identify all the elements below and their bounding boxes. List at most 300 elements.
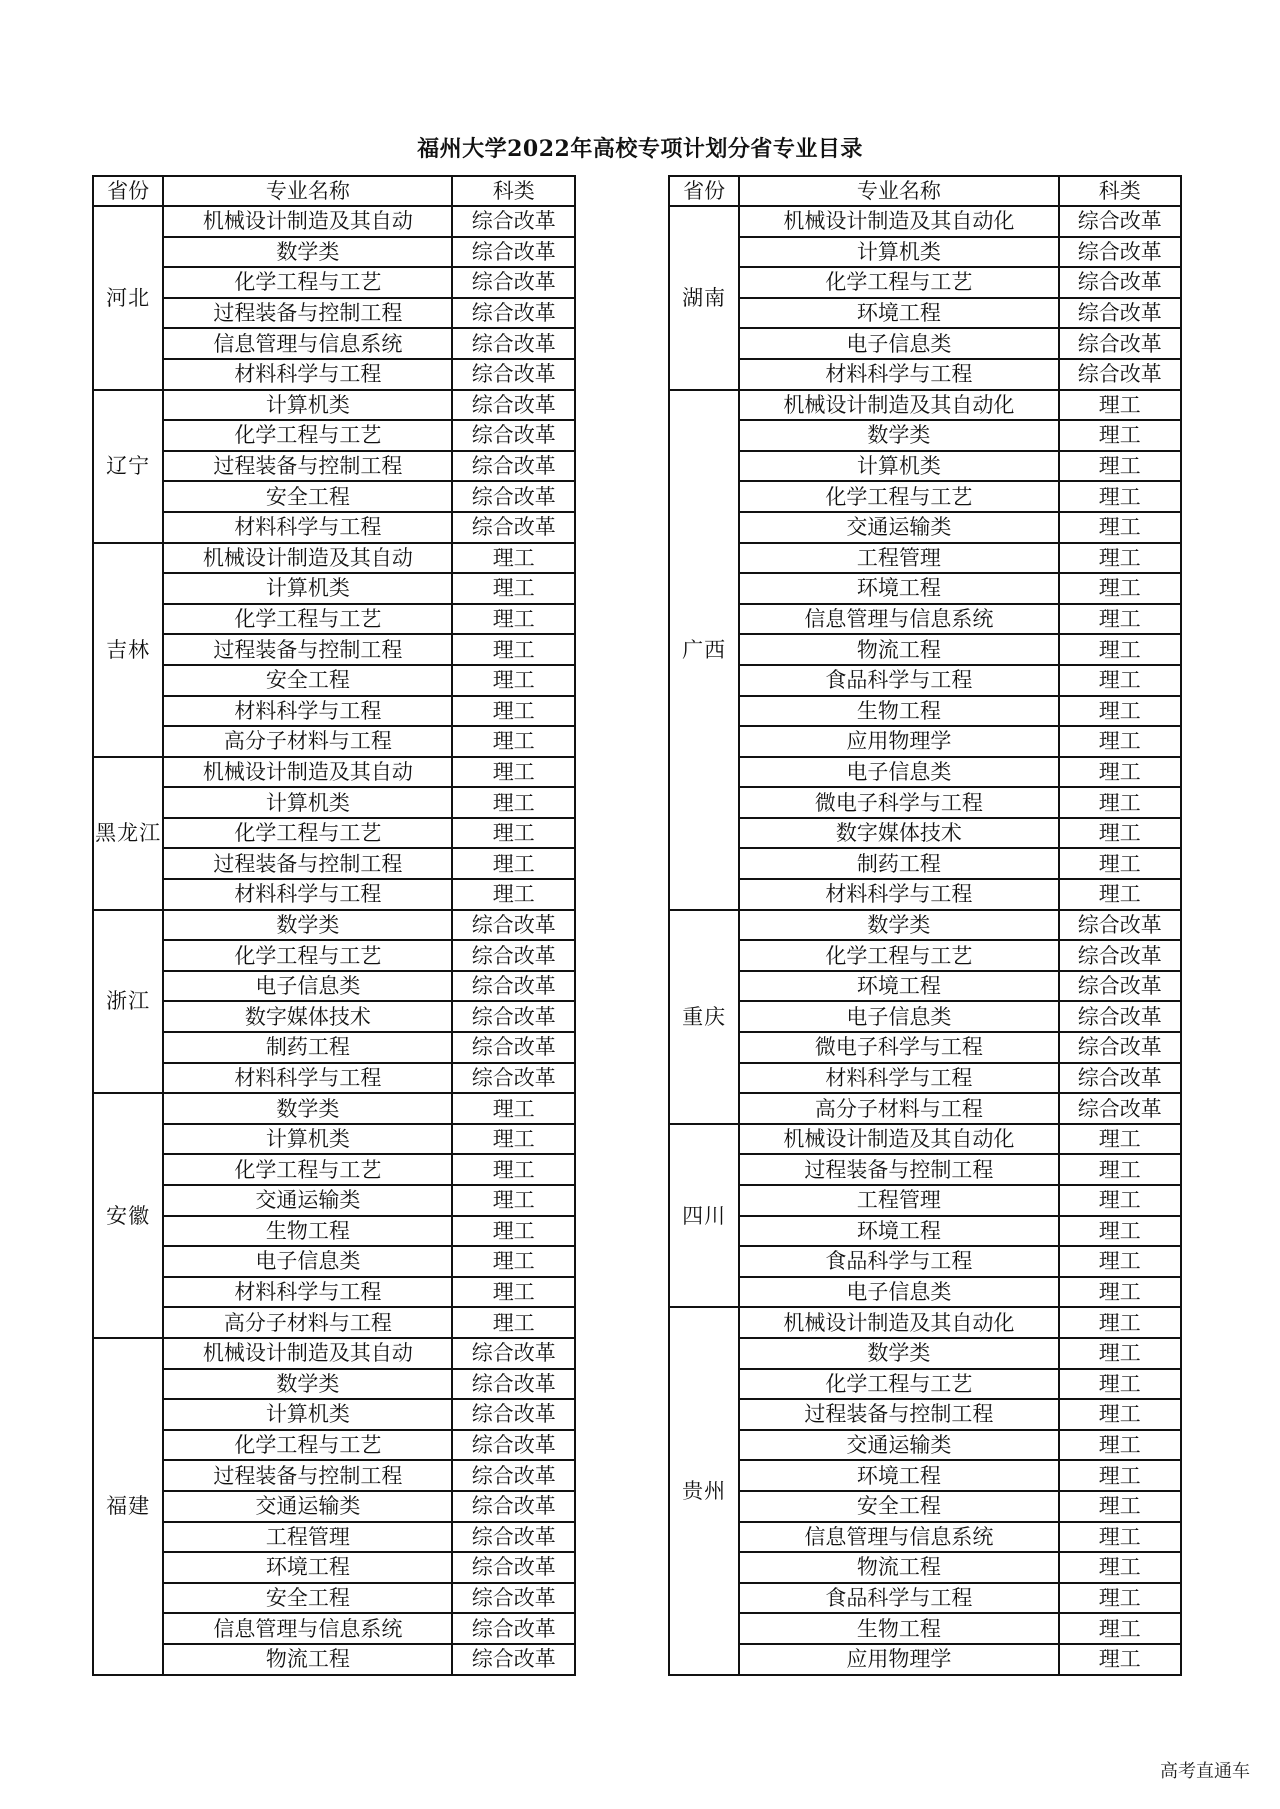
table-row (669, 818, 1181, 849)
table-row (669, 1185, 1181, 1216)
table-row (669, 726, 1181, 757)
category-cell: 理工 (452, 1307, 575, 1338)
category-cell: 理工 (1059, 543, 1182, 574)
category-cell: 理工 (1059, 726, 1182, 757)
major-cell: 材料科学与工程 (163, 359, 452, 390)
major-cell: 制药工程 (739, 848, 1058, 879)
province-cell: 辽宁 (93, 390, 163, 543)
major-cell: 化学工程与工艺 (163, 818, 452, 849)
table-row (669, 1613, 1181, 1644)
major-cell: 安全工程 (163, 665, 452, 696)
major-cell: 环境工程 (163, 1552, 452, 1583)
major-cell: 微电子科学与工程 (739, 787, 1058, 818)
table-row (93, 573, 575, 604)
category-cell: 综合改革 (452, 1644, 575, 1675)
major-cell: 环境工程 (739, 1216, 1058, 1247)
category-cell: 综合改革 (452, 481, 575, 512)
major-cell: 机械设计制造及其自动化 (739, 206, 1058, 237)
table-row (669, 1644, 1181, 1675)
table-row (669, 267, 1181, 298)
category-cell: 综合改革 (452, 237, 575, 268)
major-cell: 材料科学与工程 (739, 879, 1058, 910)
category-cell: 综合改革 (1059, 971, 1182, 1002)
table-row (669, 848, 1181, 879)
province-cell: 吉林 (93, 543, 163, 757)
category-cell: 综合改革 (452, 206, 575, 237)
major-cell: 食品科学与工程 (739, 1246, 1058, 1277)
table-row (669, 1369, 1181, 1400)
major-cell: 电子信息类 (739, 328, 1058, 359)
major-cell: 交通运输类 (163, 1491, 452, 1522)
category-cell: 理工 (452, 1124, 575, 1155)
province-cell: 重庆 (669, 910, 739, 1124)
major-cell: 化学工程与工艺 (739, 940, 1058, 971)
table-row (93, 1369, 575, 1400)
table-row (93, 328, 575, 359)
table-row (669, 420, 1181, 451)
category-cell: 理工 (452, 696, 575, 727)
major-cell: 电子信息类 (739, 757, 1058, 788)
table-row (669, 1399, 1181, 1430)
major-cell: 应用物理学 (739, 726, 1058, 757)
major-cell: 环境工程 (739, 298, 1058, 329)
major-cell: 安全工程 (739, 1491, 1058, 1522)
table-row (93, 237, 575, 268)
major-cell: 工程管理 (163, 1522, 452, 1553)
province-cell: 浙江 (93, 910, 163, 1094)
major-cell: 高分子材料与工程 (739, 1093, 1058, 1124)
category-cell: 综合改革 (1059, 1032, 1182, 1063)
category-cell: 理工 (1059, 879, 1182, 910)
province-cell: 福建 (93, 1338, 163, 1675)
major-cell: 工程管理 (739, 1185, 1058, 1216)
category-cell: 综合改革 (452, 1338, 575, 1369)
province-cell: 黑龙江 (93, 757, 163, 910)
category-cell: 综合改革 (452, 451, 575, 482)
category-cell: 理工 (1059, 1522, 1182, 1553)
table-row (93, 420, 575, 451)
major-cell: 电子信息类 (739, 1277, 1058, 1308)
header-province: 省份 (93, 176, 163, 206)
major-cell: 化学工程与工艺 (163, 940, 452, 971)
major-cell: 机械设计制造及其自动 (163, 1338, 452, 1369)
header-major: 专业名称 (163, 176, 452, 206)
category-cell: 理工 (1059, 757, 1182, 788)
category-cell: 理工 (1059, 604, 1182, 635)
table-header-row (93, 176, 575, 206)
category-cell: 综合改革 (1059, 1063, 1182, 1094)
category-cell: 综合改革 (452, 971, 575, 1002)
table-row (669, 512, 1181, 543)
table-row (93, 1277, 575, 1308)
category-cell: 综合改革 (452, 390, 575, 421)
table-row (669, 757, 1181, 788)
table-row (93, 910, 575, 941)
table-row (93, 1093, 575, 1124)
table-row (669, 1430, 1181, 1461)
major-cell: 计算机类 (163, 390, 452, 421)
table-row (669, 1277, 1181, 1308)
major-cell: 交通运输类 (739, 1430, 1058, 1461)
table-row (93, 1307, 575, 1338)
table-row (669, 328, 1181, 359)
major-cell: 过程装备与控制工程 (163, 1460, 452, 1491)
category-cell: 综合改革 (452, 910, 575, 941)
left-table-body (93, 206, 575, 1675)
category-cell: 综合改革 (1059, 237, 1182, 268)
table-row (93, 971, 575, 1002)
table-row (93, 1001, 575, 1032)
category-cell: 综合改革 (452, 1001, 575, 1032)
major-cell: 数学类 (163, 1369, 452, 1400)
major-cell: 材料科学与工程 (739, 1063, 1058, 1094)
table-row (93, 512, 575, 543)
major-cell: 环境工程 (739, 971, 1058, 1002)
province-cell: 贵州 (669, 1307, 739, 1674)
table-row (669, 1307, 1181, 1338)
major-cell: 过程装备与控制工程 (739, 1399, 1058, 1430)
category-cell: 综合改革 (452, 940, 575, 971)
major-cell: 安全工程 (163, 1583, 452, 1614)
table-row (93, 451, 575, 482)
category-cell: 综合改革 (1059, 298, 1182, 329)
category-cell: 理工 (452, 573, 575, 604)
category-cell: 理工 (1059, 1185, 1182, 1216)
category-cell: 综合改革 (452, 1552, 575, 1583)
major-cell: 安全工程 (163, 481, 452, 512)
table-row (669, 543, 1181, 574)
header-category: 科类 (452, 176, 575, 206)
table-header-row (669, 176, 1181, 206)
table-row (669, 940, 1181, 971)
major-cell: 数学类 (739, 420, 1058, 451)
table-row (669, 1338, 1181, 1369)
province-cell: 广西 (669, 390, 739, 910)
category-cell: 理工 (1059, 665, 1182, 696)
category-cell: 理工 (1059, 1430, 1182, 1461)
major-cell: 微电子科学与工程 (739, 1032, 1058, 1063)
category-cell: 理工 (452, 879, 575, 910)
category-cell: 综合改革 (1059, 940, 1182, 971)
major-cell: 电子信息类 (163, 1246, 452, 1277)
major-cell: 数字媒体技术 (739, 818, 1058, 849)
major-cell: 机械设计制造及其自动化 (739, 1307, 1058, 1338)
major-cell: 信息管理与信息系统 (163, 1613, 452, 1644)
table-row (93, 1552, 575, 1583)
table-row (669, 451, 1181, 482)
table-row (669, 237, 1181, 268)
category-cell: 综合改革 (452, 1491, 575, 1522)
category-cell: 理工 (452, 1185, 575, 1216)
category-cell: 综合改革 (452, 1369, 575, 1400)
province-cell: 湖南 (669, 206, 739, 390)
table-row (93, 1583, 575, 1614)
table-row (93, 267, 575, 298)
category-cell: 理工 (1059, 1369, 1182, 1400)
table-row (669, 1032, 1181, 1063)
table-row (669, 787, 1181, 818)
major-cell: 电子信息类 (163, 971, 452, 1002)
table-row (93, 1124, 575, 1155)
major-cell: 应用物理学 (739, 1644, 1058, 1675)
major-cell: 过程装备与控制工程 (163, 298, 452, 329)
table-row (93, 1399, 575, 1430)
major-cell: 计算机类 (163, 787, 452, 818)
document-title: 福州大学2022年高校专项计划分省专业目录 (417, 136, 863, 162)
major-cell: 数学类 (739, 1338, 1058, 1369)
category-cell: 理工 (1059, 1399, 1182, 1430)
major-cell: 化学工程与工艺 (163, 604, 452, 635)
major-cell: 计算机类 (163, 573, 452, 604)
major-cell: 高分子材料与工程 (163, 1307, 452, 1338)
major-cell: 数学类 (163, 237, 452, 268)
category-cell: 综合改革 (452, 1399, 575, 1430)
table-row (669, 634, 1181, 665)
major-cell: 机械设计制造及其自动化 (739, 390, 1058, 421)
category-cell: 理工 (452, 665, 575, 696)
table-row (669, 1491, 1181, 1522)
category-cell: 理工 (1059, 1644, 1182, 1675)
table-row (93, 1246, 575, 1277)
table-row (93, 696, 575, 727)
major-cell: 材料科学与工程 (739, 359, 1058, 390)
major-cell: 化学工程与工艺 (163, 1154, 452, 1185)
category-cell: 综合改革 (452, 420, 575, 451)
category-cell: 理工 (452, 726, 575, 757)
major-cell: 计算机类 (163, 1399, 452, 1430)
category-cell: 理工 (1059, 420, 1182, 451)
major-cell: 过程装备与控制工程 (163, 634, 452, 665)
table-row (93, 206, 575, 237)
category-cell: 理工 (452, 1154, 575, 1185)
table-row (93, 1644, 575, 1675)
category-cell: 理工 (452, 818, 575, 849)
category-cell: 综合改革 (452, 1460, 575, 1491)
category-cell: 综合改革 (452, 1032, 575, 1063)
province-cell: 河北 (93, 206, 163, 390)
table-row (669, 910, 1181, 941)
category-cell: 理工 (1059, 1246, 1182, 1277)
category-cell: 理工 (1059, 1552, 1182, 1583)
table-row (669, 573, 1181, 604)
major-cell: 机械设计制造及其自动 (163, 543, 452, 574)
category-cell: 综合改革 (452, 328, 575, 359)
major-cell: 过程装备与控制工程 (163, 451, 452, 482)
major-cell: 工程管理 (739, 543, 1058, 574)
category-cell: 理工 (1059, 696, 1182, 727)
category-cell: 理工 (452, 604, 575, 635)
major-cell: 电子信息类 (739, 1001, 1058, 1032)
category-cell: 理工 (1059, 1583, 1182, 1614)
category-cell: 理工 (1059, 1154, 1182, 1185)
major-cell: 化学工程与工艺 (739, 481, 1058, 512)
category-cell: 理工 (452, 1277, 575, 1308)
category-cell: 理工 (452, 634, 575, 665)
table-row (669, 879, 1181, 910)
table-row (93, 757, 575, 788)
category-cell: 理工 (1059, 1277, 1182, 1308)
category-cell: 综合改革 (1059, 206, 1182, 237)
table-row (93, 634, 575, 665)
table-row (669, 1460, 1181, 1491)
category-cell: 综合改革 (452, 1583, 575, 1614)
category-cell: 综合改革 (1059, 267, 1182, 298)
table-row (669, 1552, 1181, 1583)
table-row (93, 1613, 575, 1644)
category-cell: 理工 (452, 787, 575, 818)
category-cell: 理工 (1059, 787, 1182, 818)
table-row (93, 1491, 575, 1522)
major-cell: 材料科学与工程 (163, 879, 452, 910)
category-cell: 理工 (1059, 634, 1182, 665)
table-row (669, 390, 1181, 421)
major-cell: 计算机类 (163, 1124, 452, 1155)
table-row (93, 1154, 575, 1185)
category-cell: 综合改革 (1059, 359, 1182, 390)
major-cell: 过程装备与控制工程 (163, 848, 452, 879)
major-cell: 计算机类 (739, 237, 1058, 268)
category-cell: 综合改革 (452, 1613, 575, 1644)
major-cell: 物流工程 (739, 1552, 1058, 1583)
major-cell: 数字媒体技术 (163, 1001, 452, 1032)
category-cell: 综合改革 (1059, 910, 1182, 941)
table-row (93, 1185, 575, 1216)
major-cell: 材料科学与工程 (163, 1277, 452, 1308)
major-cell: 交通运输类 (739, 512, 1058, 543)
category-cell: 理工 (1059, 481, 1182, 512)
category-cell: 理工 (1059, 390, 1182, 421)
table-row (93, 1430, 575, 1461)
category-cell: 综合改革 (1059, 1093, 1182, 1124)
table-row (669, 665, 1181, 696)
major-cell: 材料科学与工程 (163, 696, 452, 727)
category-cell: 理工 (452, 1246, 575, 1277)
major-cell: 化学工程与工艺 (163, 1430, 452, 1461)
major-cell: 高分子材料与工程 (163, 726, 452, 757)
major-cell: 数学类 (739, 910, 1058, 941)
table-row (93, 543, 575, 574)
table-row (669, 1154, 1181, 1185)
header-major: 专业名称 (739, 176, 1058, 206)
province-cell: 四川 (669, 1124, 739, 1308)
category-cell: 理工 (1059, 573, 1182, 604)
major-cell: 制药工程 (163, 1032, 452, 1063)
table-row (93, 1522, 575, 1553)
major-cell: 化学工程与工艺 (163, 267, 452, 298)
category-cell: 理工 (1059, 848, 1182, 879)
category-cell: 理工 (1059, 1338, 1182, 1369)
major-cell: 生物工程 (163, 1216, 452, 1247)
major-cell: 机械设计制造及其自动 (163, 757, 452, 788)
category-cell: 理工 (1059, 512, 1182, 543)
table-row (669, 359, 1181, 390)
major-cell: 信息管理与信息系统 (163, 328, 452, 359)
category-cell: 综合改革 (452, 1063, 575, 1094)
header-province: 省份 (669, 176, 739, 206)
major-cell: 物流工程 (739, 634, 1058, 665)
table-row (669, 298, 1181, 329)
category-cell: 综合改革 (452, 512, 575, 543)
major-cell: 过程装备与控制工程 (739, 1154, 1058, 1185)
major-cell: 交通运输类 (163, 1185, 452, 1216)
major-cell: 计算机类 (739, 451, 1058, 482)
table-row (93, 481, 575, 512)
major-cell: 机械设计制造及其自动化 (739, 1124, 1058, 1155)
table-row (93, 848, 575, 879)
category-cell: 综合改革 (452, 298, 575, 329)
table-row (93, 1338, 575, 1369)
table-row (669, 971, 1181, 1002)
province-cell: 安徽 (93, 1093, 163, 1338)
table-row (93, 665, 575, 696)
major-cell: 机械设计制造及其自动 (163, 206, 452, 237)
category-cell: 综合改革 (452, 1430, 575, 1461)
category-cell: 理工 (1059, 1124, 1182, 1155)
major-cell: 生物工程 (739, 1613, 1058, 1644)
category-cell: 综合改革 (1059, 328, 1182, 359)
table-row (669, 1246, 1181, 1277)
table-row (669, 481, 1181, 512)
table-row (93, 818, 575, 849)
major-cell: 环境工程 (739, 1460, 1058, 1491)
table-row (93, 940, 575, 971)
major-cell: 食品科学与工程 (739, 665, 1058, 696)
major-cell: 食品科学与工程 (739, 1583, 1058, 1614)
right-major-table (668, 175, 1182, 1676)
category-cell: 综合改革 (452, 267, 575, 298)
table-row (669, 1522, 1181, 1553)
major-cell: 化学工程与工艺 (739, 267, 1058, 298)
table-row (669, 1093, 1181, 1124)
major-cell: 化学工程与工艺 (739, 1369, 1058, 1400)
major-cell: 数学类 (163, 910, 452, 941)
category-cell: 理工 (452, 1216, 575, 1247)
table-row (93, 359, 575, 390)
table-row (93, 879, 575, 910)
table-row (669, 1063, 1181, 1094)
category-cell: 综合改革 (452, 359, 575, 390)
category-cell: 理工 (452, 1093, 575, 1124)
major-cell: 环境工程 (739, 573, 1058, 604)
category-cell: 理工 (1059, 1491, 1182, 1522)
major-cell: 物流工程 (163, 1644, 452, 1675)
major-cell: 材料科学与工程 (163, 1063, 452, 1094)
category-cell: 理工 (1059, 1613, 1182, 1644)
header-category: 科类 (1059, 176, 1182, 206)
table-row (93, 390, 575, 421)
category-cell: 理工 (1059, 1307, 1182, 1338)
major-cell: 信息管理与信息系统 (739, 1522, 1058, 1553)
table-row (93, 1460, 575, 1491)
table-row (669, 1124, 1181, 1155)
table-row (93, 726, 575, 757)
table-row (93, 1063, 575, 1094)
table-row (93, 604, 575, 635)
major-cell: 材料科学与工程 (163, 512, 452, 543)
major-cell: 信息管理与信息系统 (739, 604, 1058, 635)
table-row (669, 206, 1181, 237)
table-row (93, 298, 575, 329)
table-row (669, 1001, 1181, 1032)
category-cell: 理工 (452, 757, 575, 788)
category-cell: 理工 (1059, 1216, 1182, 1247)
major-cell: 数学类 (163, 1093, 452, 1124)
table-row (93, 1032, 575, 1063)
table-row (669, 1583, 1181, 1614)
left-major-table (92, 175, 576, 1676)
watermark-text: 高考直通车 (1160, 1761, 1250, 1782)
category-cell: 综合改革 (1059, 1001, 1182, 1032)
